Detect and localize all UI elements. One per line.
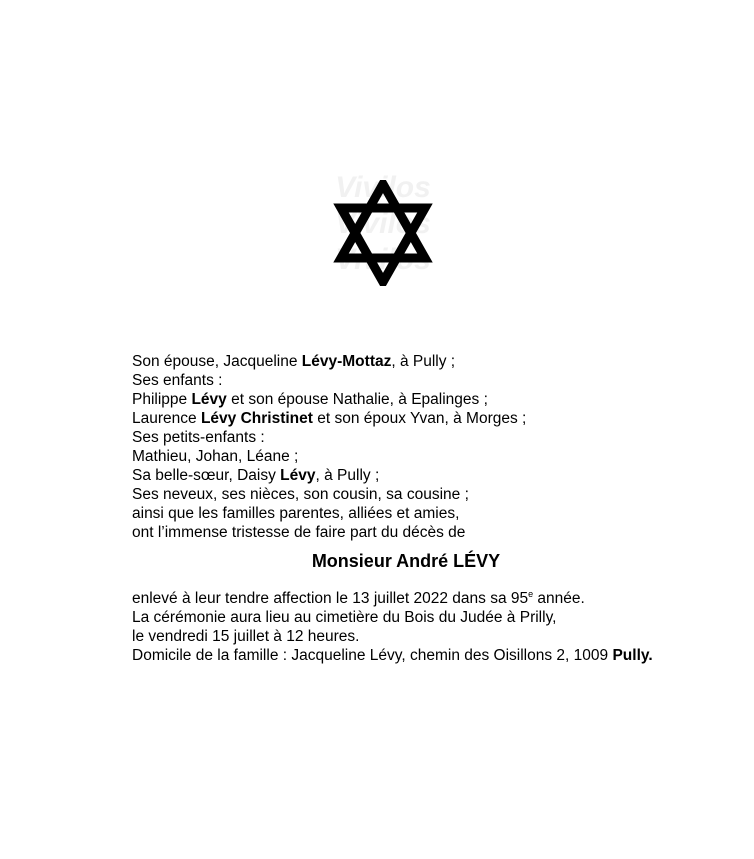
children-heading: Ses enfants : xyxy=(132,372,223,389)
deceased-name: Monsieur André LÉVY xyxy=(311,551,501,571)
ceremony-line: La cérémonie aura lieu au cimetière du Bois du Judée à Prilly, xyxy=(132,609,557,626)
relatives-line: ainsi que les familles parentes, alliées et amies, xyxy=(132,505,460,522)
family-announcement xyxy=(132,352,692,542)
relatives-line: Ses neveux, ses nièces, son cousin, sa cousine ; xyxy=(132,486,469,503)
funeral-details xyxy=(132,589,732,665)
watermark-line: Vivilos xyxy=(335,243,431,276)
ceremony-time-line: le vendredi 15 juillet à 12 heures. xyxy=(132,628,360,645)
child-line: Philippe Lévy et son épouse Nathalie, à Epalinges ; xyxy=(132,391,488,408)
child-line: Laurence Lévy Christinet et son époux Yvan, à Morges ; xyxy=(132,410,527,427)
announcement-line: ont l’immense tristesse de faire part du décès de xyxy=(132,524,466,541)
watermark-line: Vivilos xyxy=(335,171,431,204)
star-of-david-icon xyxy=(333,180,433,286)
family-address-line: Domicile de la famille : Jacqueline Lévy, chemin des Oisillons 2, 1009 Pully. xyxy=(132,647,653,664)
grandchildren-heading: Ses petits-enfants : xyxy=(132,429,265,446)
death-date-line: enlevé à leur tendre affection le 13 juillet 2022 dans sa 95e année. xyxy=(132,588,585,607)
watermark-line: Vivilos xyxy=(335,207,431,240)
spouse-line: Son épouse, Jacqueline Lévy-Mottaz, à Pully ; xyxy=(132,353,456,370)
grandchildren-line: Mathieu, Johan, Léane ; xyxy=(132,448,299,465)
sister-in-law-line: Sa belle-sœur, Daisy Lévy, à Pully ; xyxy=(132,467,380,484)
